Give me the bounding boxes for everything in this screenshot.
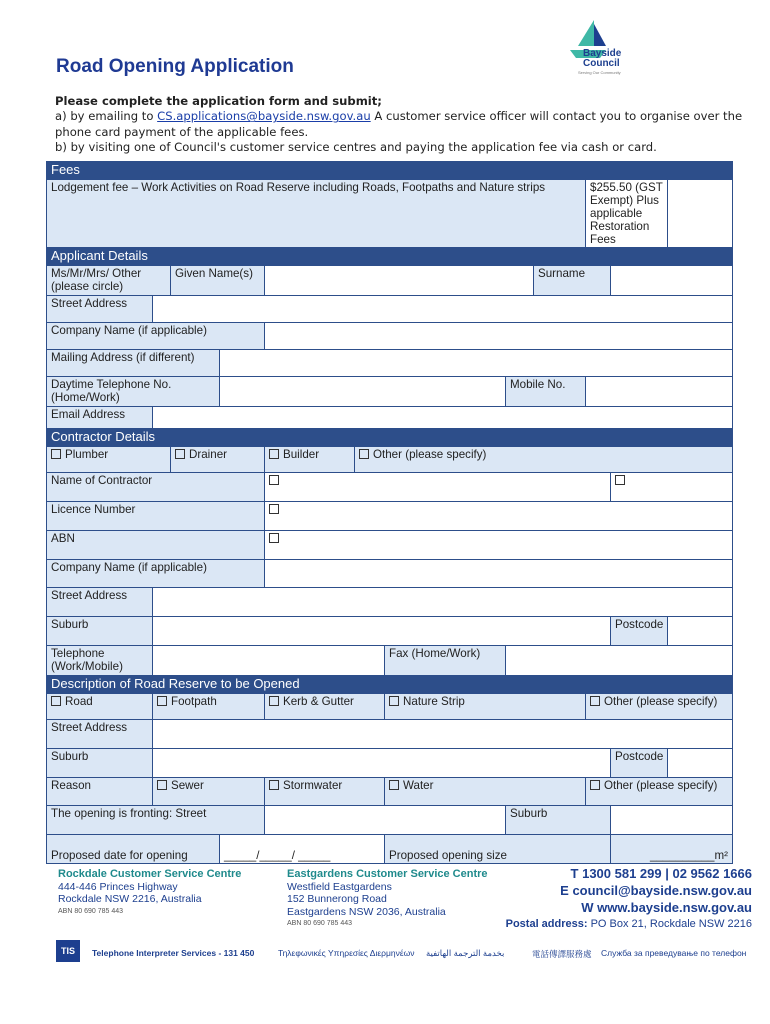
surname-label: Surname xyxy=(534,266,611,296)
reserve-type-nature-strip[interactable]: Nature Strip xyxy=(385,694,586,720)
given-name-field[interactable] xyxy=(265,266,534,296)
contractor-name-label: Name of Contractor xyxy=(47,473,265,502)
interpreter-english: Telephone Interpreter Services - 131 450 xyxy=(92,948,255,958)
proposed-date-label: Proposed date for opening xyxy=(47,835,220,864)
applicant-street-label: Street Address xyxy=(47,296,153,323)
checkbox[interactable] xyxy=(269,780,279,790)
application-email-link[interactable]: CS.applications@bayside.nsw.gov.au xyxy=(157,109,371,124)
reserve-type-road[interactable]: Road xyxy=(47,694,153,720)
council-phone: T 1300 581 299 | 02 9562 1666 xyxy=(570,866,752,881)
contractor-suburb-field[interactable] xyxy=(153,617,611,646)
daytime-phone-field[interactable] xyxy=(220,377,506,407)
contractor-heading: Contractor Details xyxy=(47,429,733,447)
contractor-street-label: Street Address xyxy=(47,588,153,617)
reason-sewer[interactable]: Sewer xyxy=(153,778,265,806)
checkbox[interactable] xyxy=(590,780,600,790)
checkbox[interactable] xyxy=(51,696,61,706)
licence-number-field[interactable] xyxy=(265,502,733,531)
email-label: Email Address xyxy=(47,407,153,429)
contractor-postcode-field[interactable] xyxy=(668,617,733,646)
checkbox[interactable] xyxy=(175,449,185,459)
intro-lead: Please complete the application form and submit; xyxy=(55,94,382,108)
applicant-street-field[interactable] xyxy=(153,296,733,323)
fronting-street-label: The opening is fronting: Street xyxy=(47,806,265,835)
given-name-label: Given Name(s) xyxy=(171,266,265,296)
reserve-type-kerb-gutter[interactable]: Kerb & Gutter xyxy=(265,694,385,720)
email-field[interactable] xyxy=(153,407,733,429)
contractor-type-drainer[interactable]: Drainer xyxy=(171,447,265,473)
postal-address: Postal address: PO Box 21, Rockdale NSW 2216 xyxy=(505,918,752,930)
applicant-heading: Applicant Details xyxy=(47,248,733,266)
contractor-postcode-label: Postcode xyxy=(611,617,668,646)
page-title: Road Opening Application xyxy=(56,56,294,77)
licence-number-label: Licence Number xyxy=(47,502,265,531)
fee-description: Lodgement fee – Work Activities on Road Reserve including Roads, Footpaths and Nature strips xyxy=(47,180,586,248)
checkbox[interactable] xyxy=(269,533,279,543)
eastgardens-centre: Eastgardens Customer Service Centre Westfield Eastgardens 152 Bunnerong Road Eastgardens NSW 2036, Australia ABN 80 690 785 443 xyxy=(287,868,488,928)
rockdale-centre: Rockdale Customer Service Centre 444-446 Princes Highway Rockdale NSW 2216, Australia ABN 80 690 785 443 xyxy=(58,868,242,915)
reason-stormwater[interactable]: Stormwater xyxy=(265,778,385,806)
reason-label: Reason xyxy=(47,778,153,806)
contractor-street-field[interactable] xyxy=(153,588,733,617)
abn-field[interactable] xyxy=(265,531,733,560)
reason-other[interactable]: Other (please specify) xyxy=(586,778,733,806)
opening-size-label: Proposed opening size xyxy=(385,835,611,864)
council-contact xyxy=(500,865,752,933)
contractor-telephone-label: Telephone (Work/Mobile) xyxy=(47,646,153,676)
logo-tagline: Serving Our Community xyxy=(578,70,621,75)
mailing-address-label: Mailing Address (if different) xyxy=(47,350,220,377)
reserve-suburb-field[interactable] xyxy=(153,749,611,778)
checkbox[interactable] xyxy=(269,475,279,485)
abn-label: ABN xyxy=(47,531,265,560)
checkbox[interactable] xyxy=(389,780,399,790)
checkbox[interactable] xyxy=(157,696,167,706)
interpreter-services xyxy=(56,940,756,964)
reserve-postcode-field[interactable] xyxy=(668,749,733,778)
reserve-suburb-label: Suburb xyxy=(47,749,153,778)
reserve-street-label: Street Address xyxy=(47,720,153,749)
intro-text xyxy=(55,94,745,156)
checkbox[interactable] xyxy=(269,504,279,514)
fronting-street-field[interactable] xyxy=(265,806,506,835)
interpreter-greek: Τηλεφωνικές Υπηρεσίες Διερμηνέων xyxy=(278,948,415,958)
contractor-type-plumber[interactable]: Plumber xyxy=(47,447,171,473)
contractor-company-field[interactable] xyxy=(265,560,733,588)
contractor-fax-label: Fax (Home/Work) xyxy=(385,646,506,676)
mobile-label: Mobile No. xyxy=(506,377,586,407)
applicant-company-field[interactable] xyxy=(265,323,733,350)
title-label: Ms/Mr/Mrs/ Other (please circle) xyxy=(47,266,171,296)
intro-option-a: a) by emailing to CS.applications@bayside.nsw.gov.au A customer service officer will contact you to organise over the phone card payment of the applicable fees. xyxy=(55,109,743,139)
mailing-address-field[interactable] xyxy=(220,350,733,377)
contractor-telephone-field[interactable] xyxy=(153,646,385,676)
checkbox[interactable] xyxy=(615,475,625,485)
applicant-company-label: Company Name (if applicable) xyxy=(47,323,265,350)
checkbox[interactable] xyxy=(389,696,399,706)
reserve-type-other[interactable]: Other (please specify) xyxy=(586,694,733,720)
reserve-postcode-label: Postcode xyxy=(611,749,668,778)
council-email[interactable]: E council@bayside.nsw.gov.au xyxy=(560,883,752,898)
fee-paid-field[interactable] xyxy=(668,180,733,248)
contractor-type-builder[interactable]: Builder xyxy=(265,447,355,473)
reserve-type-footpath[interactable]: Footpath xyxy=(153,694,265,720)
checkbox[interactable] xyxy=(51,449,61,459)
reserve-street-field[interactable] xyxy=(153,720,733,749)
interpreter-logo: TIS xyxy=(56,940,80,962)
opening-size-field[interactable]: __________m² xyxy=(611,835,733,864)
checkbox[interactable] xyxy=(157,780,167,790)
interpreter-macedonian: Служба за преведување по телефон xyxy=(601,948,747,958)
fees-heading: Fees xyxy=(47,162,733,180)
interpreter-arabic: بخدمة الترجمة الهاتفية xyxy=(426,948,505,958)
contractor-fax-field[interactable] xyxy=(506,646,733,676)
application-form xyxy=(46,161,733,864)
contractor-suburb-label: Suburb xyxy=(47,617,153,646)
intro-option-b: b) by visiting one of Council's customer service centres and paying the application fee via cash or card. xyxy=(55,140,657,155)
surname-field[interactable] xyxy=(611,266,733,296)
contractor-name-extra[interactable] xyxy=(611,473,733,502)
contractor-type-other[interactable]: Other (please specify) xyxy=(355,447,733,473)
fee-amount: $255.50 (GST Exempt) Plus applicable Restoration Fees xyxy=(586,180,668,248)
checkbox[interactable] xyxy=(269,696,279,706)
logo-wordmark: Bayside Council xyxy=(583,48,622,69)
fronting-suburb-label: Suburb xyxy=(506,806,611,835)
mobile-field[interactable] xyxy=(586,377,733,407)
proposed-date-field[interactable]: _____/_____/ _____ xyxy=(220,835,385,864)
checkbox[interactable] xyxy=(269,449,279,459)
fronting-suburb-field[interactable] xyxy=(611,806,733,835)
reason-water[interactable]: Water xyxy=(385,778,586,806)
contractor-name-field[interactable] xyxy=(265,473,611,502)
daytime-phone-label: Daytime Telephone No. (Home/Work) xyxy=(47,377,220,407)
interpreter-chinese: 電話傳譯服務處 xyxy=(532,949,592,959)
checkbox[interactable] xyxy=(590,696,600,706)
checkbox[interactable] xyxy=(359,449,369,459)
council-website[interactable]: W www.bayside.nsw.gov.au xyxy=(581,900,752,915)
contractor-company-label: Company Name (if applicable) xyxy=(47,560,265,588)
road-reserve-heading: Description of Road Reserve to be Opened xyxy=(47,676,733,694)
